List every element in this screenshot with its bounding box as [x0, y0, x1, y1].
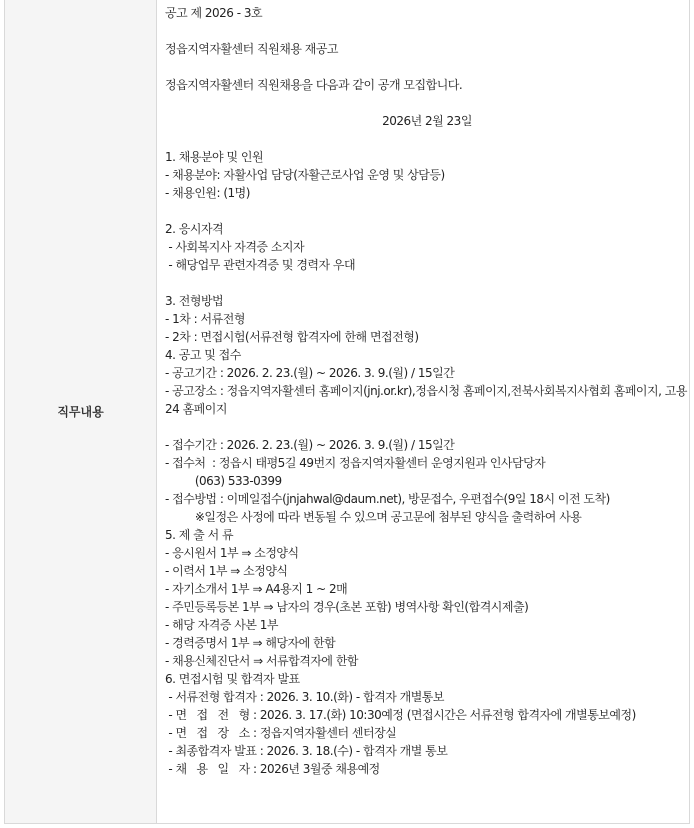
list-item: - 해당 자격증 사본 1부	[165, 618, 278, 632]
list-item: - 면 접 장 소 : 정읍지역자활센터 센터장실	[165, 726, 397, 740]
notice-title: 정읍지역자활센터 직원채용 재공고	[165, 42, 339, 56]
section-heading: 1. 채용분야 및 인원	[165, 150, 264, 164]
section-heading: 3. 전형방법	[165, 294, 224, 308]
blank-line	[165, 130, 689, 148]
list-item: - 채 용 일 자 : 2026년 3월중 채용예정	[165, 762, 380, 776]
list-item: - 사회복지사 자격증 소지자	[165, 240, 305, 254]
list-item: - 접수방법 : 이메일접수(jnjahwal@daum.net), 방문접수, 우편접수(9일 18시 이전 도착)	[165, 492, 610, 506]
blank-line	[165, 94, 689, 112]
list-item: - 공고기간 : 2026. 2. 23.(월) ~ 2026. 3. 9.(월) / 15일간	[165, 366, 455, 380]
list-item: - 서류전형 합격자 : 2026. 3. 10.(화) - 합격자 개별통보	[165, 690, 444, 704]
section-heading: 2. 응시자격	[165, 222, 224, 236]
list-item: - 채용신체진단서 ⇒ 서류합격자에 한함	[165, 654, 359, 668]
list-item: - 자기소개서 1부 ⇒ A4용지 1 ~ 2매	[165, 582, 348, 596]
notice-date: 2026년 2월 23일	[382, 114, 472, 128]
blank-line	[165, 202, 689, 220]
list-item: (063) 533-0399	[165, 474, 282, 488]
list-item: - 접수처 : 정읍시 태평5길 49번지 정읍지역자활센터 운영지원과 인사담당자	[165, 456, 546, 470]
list-item: ※일정은 사정에 따라 변동될 수 있으며 공고문에 첨부된 양식을 출력하여 사용	[165, 510, 582, 524]
job-description-content	[157, 0, 689, 823]
section-heading: 4. 공고 및 접수	[165, 348, 241, 362]
blank-line	[165, 22, 689, 40]
list-item: - 최종합격자 발표 : 2026. 3. 18.(수) - 합격자 개별 통보	[165, 744, 448, 758]
list-item: - 주민등록등본 1부 ⇒ 남자의 경우(초본 포함) 병역사항 확인(합격시제출)	[165, 600, 529, 614]
notice-number: 공고 제 2026 - 3호	[165, 6, 263, 20]
blank-line	[165, 418, 689, 436]
section-heading: 5. 제 출 서 류	[165, 528, 234, 542]
blank-line	[165, 58, 689, 76]
job-description-label: 직무내용	[57, 405, 104, 419]
list-item: - 채용분야: 자활사업 담당(자활근로사업 운영 및 상담등)	[165, 168, 445, 182]
list-item: - 접수기간 : 2026. 2. 23.(월) ~ 2026. 3. 9.(월) / 15일간	[165, 438, 455, 452]
blank-line	[165, 274, 689, 292]
job-detail-table	[4, 0, 690, 824]
section-heading: 6. 면접시험 및 합격자 발표	[165, 672, 300, 686]
notice-intro: 정읍지역자활센터 직원채용을 다음과 같이 공개 모집합니다.	[165, 78, 463, 92]
list-item: - 공고장소 : 정읍지역자활센터 홈페이지(jnj.or.kr),정읍시청 홈페이지,전북사회복지사협회 홈페이지, 고용24 홈페이지	[165, 384, 687, 416]
list-item: - 1차 : 서류전형	[165, 312, 245, 326]
list-item: - 채용인원: (1명)	[165, 186, 250, 200]
list-item: - 응시원서 1부 ⇒ 소정양식	[165, 546, 299, 560]
list-item: - 2차 : 면접시험(서류전형 합격자에 한해 면접전형)	[165, 330, 419, 344]
list-item: - 경력증명서 1부 ⇒ 해당자에 한함	[165, 636, 336, 650]
list-item: - 이력서 1부 ⇒ 소정양식	[165, 564, 288, 578]
row-label-cell	[5, 0, 157, 823]
list-item: - 면 접 전 형 : 2026. 3. 17.(화) 10:30예정 (면접시간은 서류전형 합격자에 개별통보예정)	[165, 708, 636, 722]
list-item: - 해당업무 관련자격증 및 경력자 우대	[165, 258, 356, 272]
